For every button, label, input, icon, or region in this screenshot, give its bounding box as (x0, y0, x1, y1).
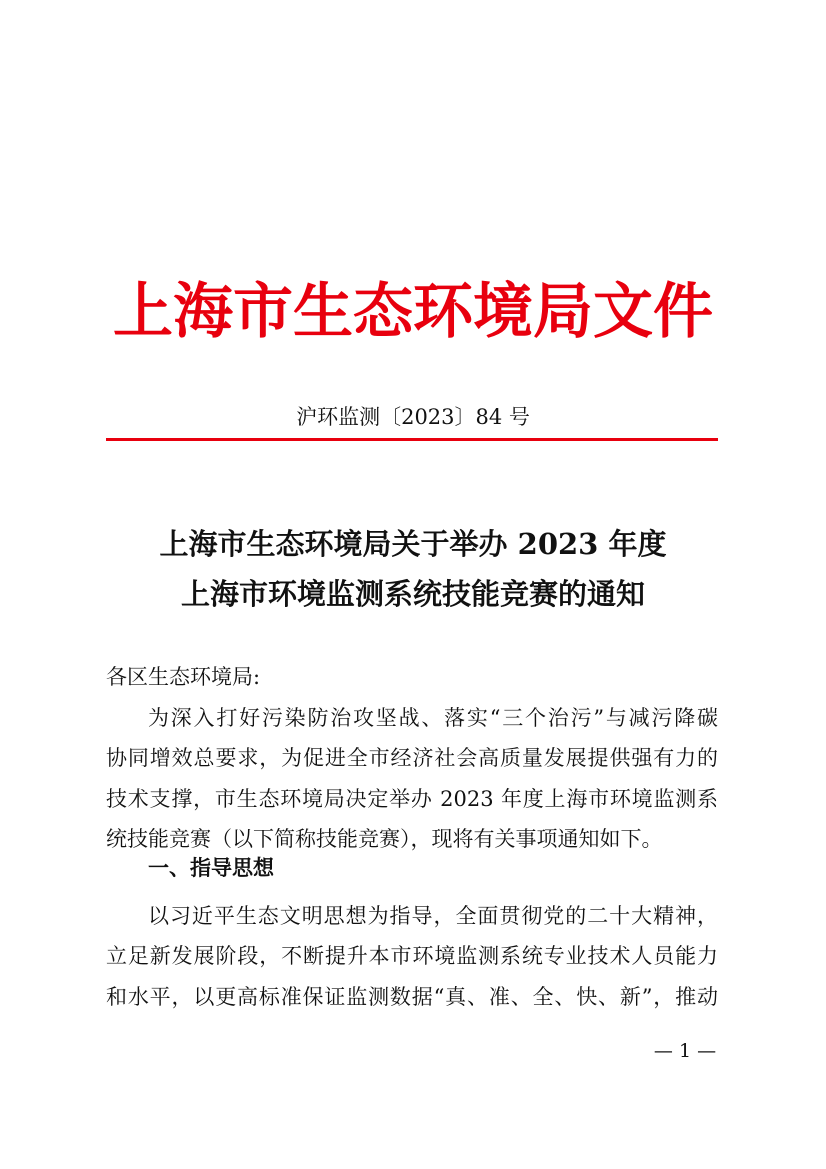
paragraph-guiding-ideology (106, 896, 718, 1017)
red-separator-line (106, 438, 718, 441)
document-number: 沪环监测〔2023〕84 号 (296, 405, 530, 429)
paragraph-line: 以习近平生态文明思想为指导，全面贯彻党的二十大精神， (148, 904, 718, 928)
document-header-title: 上海市生态环境局文件 (113, 277, 713, 347)
paragraph-line: 为深入打好污染防治攻坚战、落实“三个治污”与减污降碳 (148, 706, 718, 730)
notice-title-line-2: 上海市环境监测系统技能竞赛的通知 (180, 577, 645, 611)
paragraph-intro (106, 698, 718, 860)
notice-title-line-1: 上海市生态环境局关于举办 2023 年度 (159, 527, 667, 561)
paragraph-line: 技术支撑，市生态环境局决定举办 2023 年度上海市环境监测系 (106, 786, 718, 811)
paragraph-line: 立足新发展阶段，不断提升本市环境监测系统专业技术人员能力 (106, 944, 718, 969)
page-number: — 1 — (653, 1040, 717, 1062)
paragraph-line: 统技能竞赛（以下简称技能竞赛），现将有关事项通知如下。 (106, 827, 663, 852)
paragraph-line: 协同增效总要求，为促进全市经济社会高质量发展提供强有力的 (106, 746, 718, 771)
salutation: 各区生态环境局: (106, 665, 261, 689)
paragraph-line: 和水平，以更高标准保证监测数据“真、准、全、快、新”，推动 (106, 984, 718, 1009)
section-heading-guiding-ideology: 一、指导思想 (148, 856, 274, 880)
